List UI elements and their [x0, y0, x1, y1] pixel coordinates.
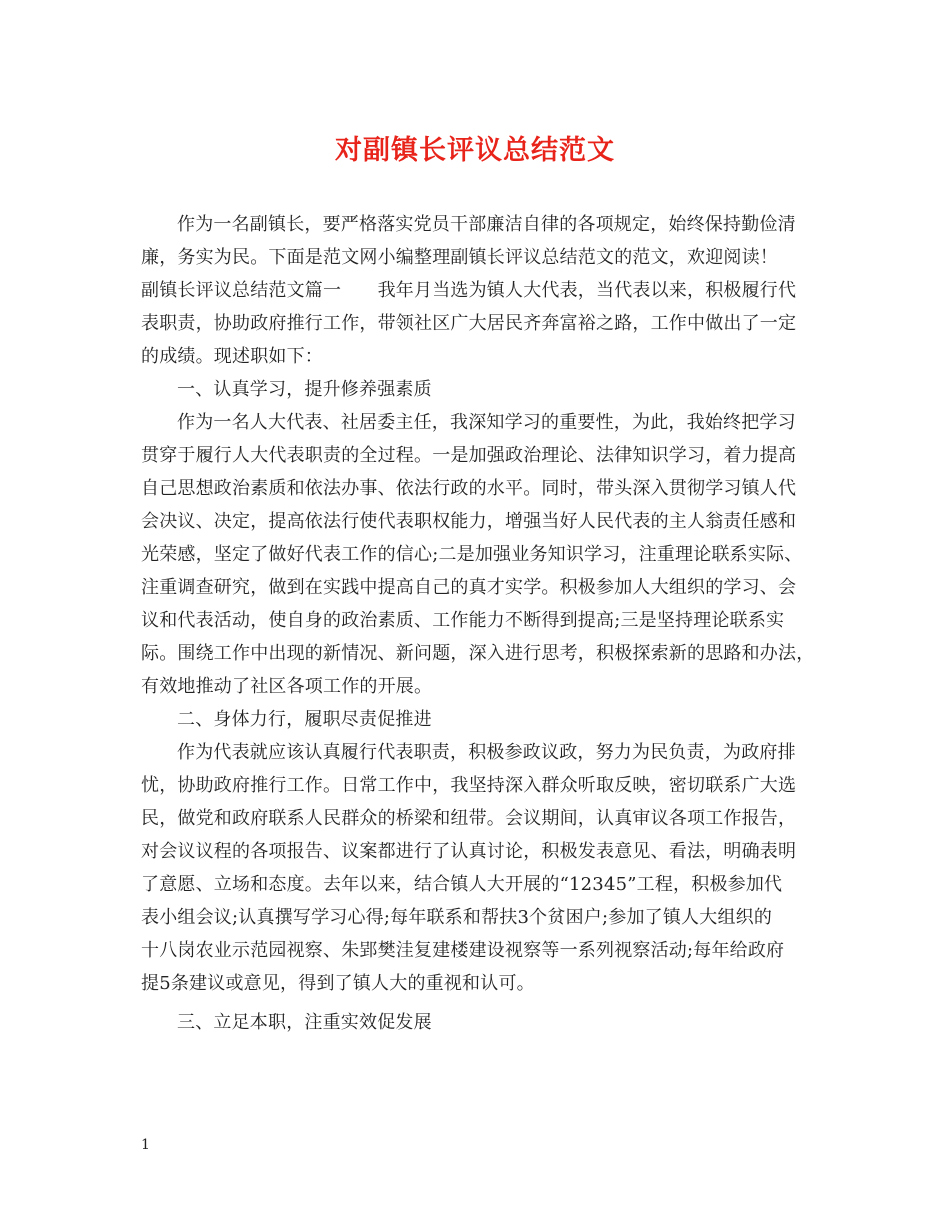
text-line: 有效地推动了社区各项工作的开展。: [141, 676, 433, 697]
text-line: 会决议、决定，提高依法行使代表职权能力，增强当好人民代表的主人翁责任感和: [141, 511, 797, 532]
section-heading: 三、立足本职，注重实效促发展: [177, 1012, 432, 1033]
section-heading: 二、身体力行，履职尽责促推进: [177, 709, 432, 730]
text-line: 光荣感，坚定了做好代表工作的信心;二是加强业务知识学习，注重理论联系实际、: [141, 544, 803, 565]
document-body: [141, 208, 821, 1039]
text-line: 对会议议程的各项报告、议案都进行了认真讨论，积极发表意见、看法，明确表明: [141, 841, 797, 862]
text-line: 提5条建议或意见，得到了镇人大的重视和认可。: [141, 973, 535, 994]
text-line: 了意愿、立场和态度。去年以来，结合镇人大开展的“12345”工程，积极参加代: [141, 874, 783, 895]
text-line: 际。围绕工作中出现的新情况、新问题，深入进行思考，积极探索新的思路和办法，: [141, 643, 815, 664]
text-line: 廉，务实为民。下面是范文网小编整理副镇长评议总结范文的范文，欢迎阅读！: [141, 247, 778, 268]
text-line: 副镇长评议总结范文篇一 我年月当选为镇人大代表，当代表以来，积极履行代: [141, 280, 797, 301]
page-number: 1: [141, 1137, 150, 1153]
document-title: 对副镇长评议总结范文: [335, 135, 615, 166]
text-line: 表小组会议;认真撰写学习心得;每年联系和帮扶3个贫困户;参加了镇人大组织的: [141, 907, 773, 928]
text-line: 贯穿于履行人大代表职责的全过程。一是加强政治理论、法律知识学习，着力提高: [141, 445, 797, 466]
text-line: 注重调查研究，做到在实践中提高自己的真才实学。积极参加人大组织的学习、会: [141, 577, 797, 598]
text-line: 自己思想政治素质和依法办事、依法行政的水平。同时，带头深入贯彻学习镇人代: [141, 478, 797, 499]
text-line: 作为一名人大代表、社居委主任，我深知学习的重要性，为此，我始终把学习: [177, 412, 796, 433]
text-line: 作为一名副镇长，要严格落实党员干部廉洁自律的各项规定，始终保持勤俭清: [177, 214, 796, 235]
text-line: 表职责，协助政府推行工作，带领社区广大居民齐奔富裕之路，工作中做出了一定: [141, 313, 797, 334]
text-line: 议和代表活动，使自身的政治素质、工作能力不断得到提高;三是坚持理论联系实: [141, 610, 785, 631]
section-heading: 一、认真学习，提升修养强素质: [177, 379, 432, 400]
text-line: 忧，协助政府推行工作。日常工作中，我坚持深入群众听取反映，密切联系广大选: [141, 775, 797, 796]
text-line: 民，做党和政府联系人民群众的桥梁和纽带。会议期间，认真审议各项工作报告，: [141, 808, 797, 829]
text-line: 作为代表就应该认真履行代表职责，积极参政议政，努力为民负责，为政府排: [177, 742, 796, 763]
text-line: 十八岗农业示范园视察、朱郢樊洼复建楼建设视察等一系列视察活动;每年给政府: [141, 940, 785, 961]
text-line: 的成绩。现述职如下：: [141, 346, 323, 367]
